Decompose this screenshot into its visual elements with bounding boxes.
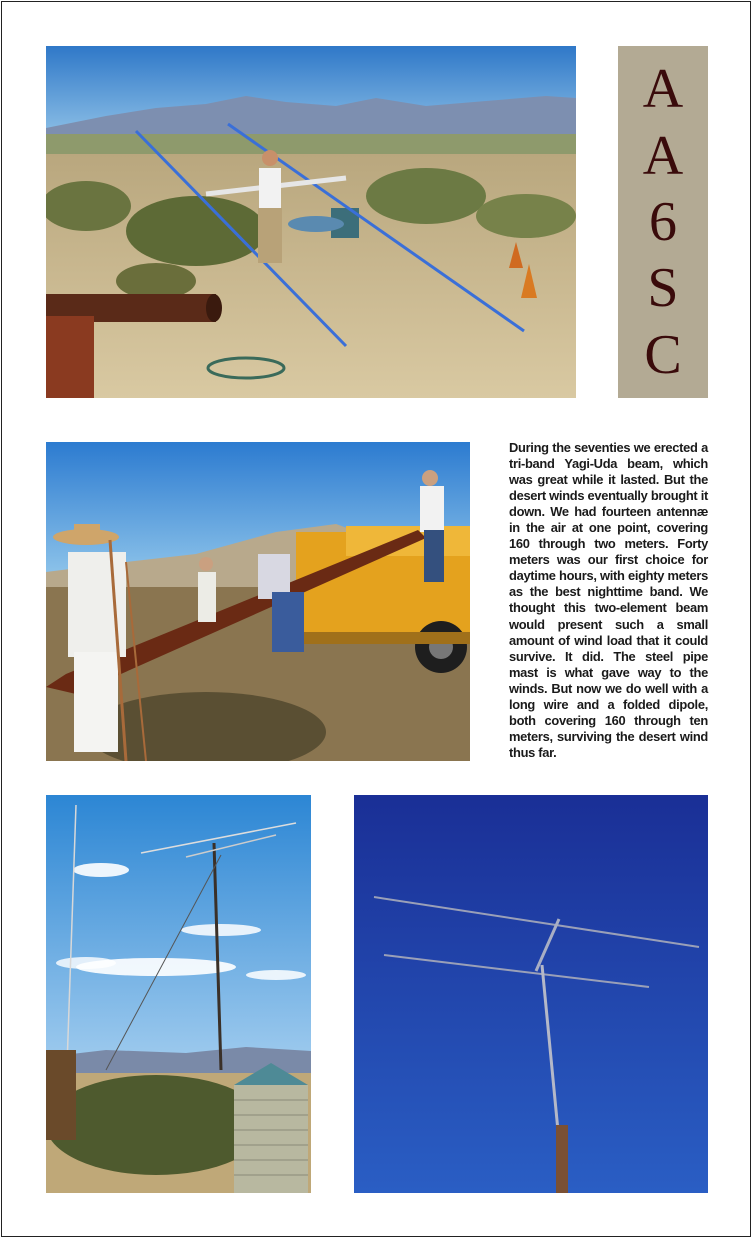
- callsign-letter: A: [642, 124, 684, 187]
- caption-text: During the seventies we erected a tri-band Yagi-Uda beam, which was great while it lasted. But the desert winds eventually brought it down. We had fourteen antennæ in the air at one point, covering 160 through two meters. Forty meters was our first choice for daytime hours, with eighty meters as the best nighttime band. We thought this two-element beam would present such a small amount of wind load that it could survive. It did. The steel pipe mast is what gave way to the winds. But now we do well with a long wire and a folded dipole, both covering 160 through ten meters, surviving the desert wind thus far.: [509, 440, 708, 760]
- callsign-letter: C: [644, 323, 682, 386]
- callsign-letter: S: [647, 257, 679, 320]
- photo-raising-mast: [46, 442, 470, 761]
- callsign-letter: A: [642, 58, 684, 121]
- callsign-letter: 6: [649, 190, 677, 253]
- photo-yagi-beam: [354, 795, 708, 1193]
- photo-mast-water-tank: [46, 795, 311, 1193]
- callsign-box: [618, 46, 708, 398]
- photo-antenna-assembly: [46, 46, 576, 398]
